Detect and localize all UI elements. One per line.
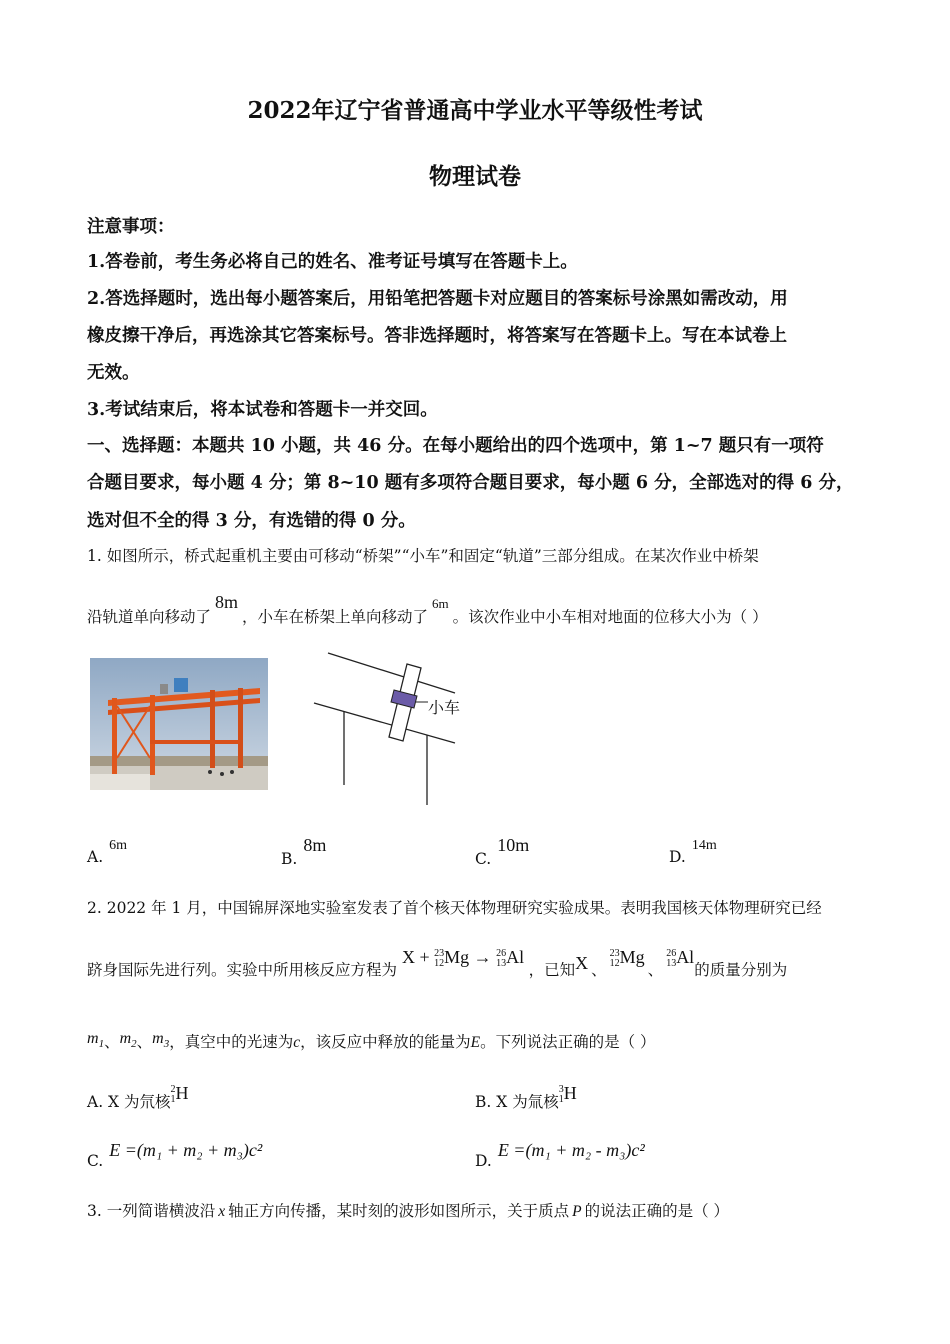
q1-option-a[interactable]: A.6m (87, 838, 128, 866)
notice-item-2-line-3: 无效。 (87, 363, 140, 383)
q2-line-3: $m_1$、$m_2$、$m_3$，真空中的光速为c，该反应中释放的能量为E。下列说法正确的是（ ） (87, 1030, 656, 1051)
q1-value-bridge: 8m (215, 592, 239, 612)
q2-option-c[interactable]: C.E =(m₁ + m₂ + m₃)c² (87, 1140, 263, 1170)
exam-subtitle: 物理试卷 (429, 163, 521, 190)
section-1-line-3: 选对但不全的得 3 分，有选错的得 0 分。 (87, 511, 416, 531)
crane-diagram (300, 645, 480, 810)
q1-line-1: 1. 如图所示，桥式起重机主要由可移动“桥架”“小车”和固定“轨道”三部分组成。在某次作业中桥架 (87, 547, 759, 565)
section-1-line-2: 合题目要求，每小题 4 分；第 8~10 题有多项符合题目要求，每小题 6 分，全部选对的得 6 分， (87, 473, 854, 493)
q3-line-1: 3. 一列简谐横波沿 x 轴正方向传播，某时刻的波形如图所示，关于质点 P 的说法正确的是（ ） (87, 1202, 730, 1220)
notice-item-2-line-1: 2.答选择题时，选出每小题答案后，用铅笔把答题卡对应题目的答案标号涂黑如需改动，用 (87, 289, 788, 309)
q2-option-a[interactable]: A. X 为氘核2 1H (87, 1083, 189, 1111)
exam-title: 2022年辽宁省普通高中学业水平等级性考试 (247, 97, 703, 124)
q1-value-cart: 6m (432, 596, 449, 611)
notice-item-2-line-2: 橡皮擦干净后，再选涂其它答案标号。答非选择题时，将答案写在答题卡上。写在本试卷上 (87, 326, 787, 346)
q2-line-1: 2. 2022 年 1 月，中国锦屏深地实验室发表了首个核天体物理研究实验成果。表明我国核天体物理研究已经 (87, 899, 822, 917)
q1-line-2: 沿轨道单向移动了8m，小车在桥架上单向移动了$^{6m}$。该次作业中小车相对地面的位移大小为（ ） (87, 592, 768, 626)
notice-heading: 注意事项： (87, 217, 175, 237)
q1-option-c[interactable]: C.10m (475, 835, 530, 868)
q2-option-d[interactable]: D.E =(m₁ + m₂ - m₃)c² (475, 1140, 645, 1170)
q2-line-2: 跻身国际先进行列。实验中所用核反应方程为 X + 23 12Mg → 26 13Al ，已知X 、23 12Mg、26 13Al的质量分别为 (87, 947, 788, 979)
crane-photo (90, 658, 268, 790)
section-1-line-1: 一、选择题：本题共 10 小题，共 46 分。在每小题给出的四个选项中，第 1~7 题只有一项符 (87, 436, 824, 456)
notice-item-3: 3.考试结束后，将本试卷和答题卡一并交回。 (87, 400, 438, 420)
q1-option-d[interactable]: D.14m (669, 838, 717, 866)
q1-option-b[interactable]: B.8m (281, 835, 327, 868)
cart-label: 小车 (428, 698, 461, 717)
q2-option-b[interactable]: B. X 为氚核3 1H (475, 1083, 577, 1111)
notice-item-1: 1.答卷前，考生务必将自己的姓名、准考证号填写在答题卡上。 (87, 252, 578, 272)
q2-equation: X + 23 12Mg → 26 13Al (401, 947, 525, 969)
